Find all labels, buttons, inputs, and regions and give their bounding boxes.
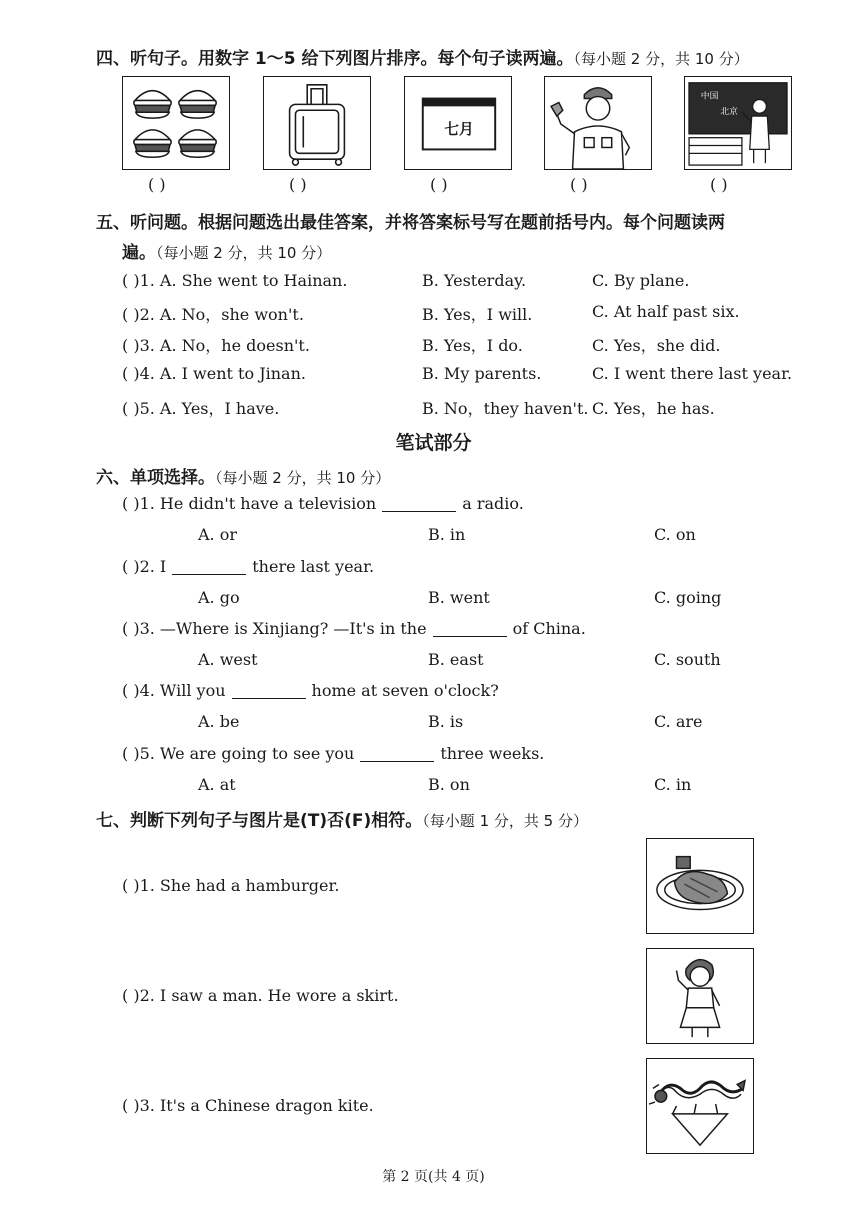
dragon-kite-icon bbox=[647, 1059, 753, 1153]
steak-icon bbox=[647, 839, 753, 933]
section4-score-note: （每小题 2 分，共 10 分） bbox=[573, 50, 749, 68]
section6-title: 六、单项选择。（每小题 2 分，共 10 分） bbox=[96, 468, 391, 488]
s6-q3-option-a: A. west bbox=[198, 650, 258, 669]
s6-q1-option-c: C. on bbox=[654, 525, 696, 544]
s5-q3-option-b: B. Yes，I do. bbox=[422, 336, 523, 355]
answer-paren[interactable]: ( ) bbox=[122, 494, 140, 513]
s6-q2-option-c: C. going bbox=[654, 588, 722, 607]
s5-q4-option-c: C. I went there last year. bbox=[592, 364, 793, 383]
hamburger-icon bbox=[123, 77, 229, 169]
mechanic-picture bbox=[544, 76, 652, 170]
answer-paren[interactable]: ( ) bbox=[122, 681, 140, 700]
s6-q1-option-b: B. in bbox=[428, 525, 466, 544]
fill-blank[interactable] bbox=[382, 497, 456, 512]
calendar-picture bbox=[404, 76, 512, 170]
suitcase-picture bbox=[263, 76, 371, 170]
section5-title-cont: 遍。（每小题 2 分，共 10 分） bbox=[122, 243, 332, 263]
s5-q4: ( )4. A. I went to Jinan. bbox=[122, 364, 306, 383]
s5-q5-option-c: C. Yes，he has. bbox=[592, 399, 715, 418]
s5-q5: ( )5. A. Yes，I have. bbox=[122, 399, 280, 418]
s5-q3-option-c: C. Yes，she did. bbox=[592, 336, 721, 355]
section7-title: 七、判断下列句子与图片是(T)否(F)相符。（每小题 1 分，共 5 分） bbox=[96, 811, 588, 831]
calendar-icon bbox=[405, 77, 511, 169]
s5-q2-option-c: C. At half past six. bbox=[592, 302, 740, 321]
s5-q5-option-b: B. No，they haven't. bbox=[422, 399, 589, 418]
calendar-month-label: 七月 bbox=[444, 120, 474, 138]
s5-q2-option-b: B. Yes，I will. bbox=[422, 305, 533, 324]
picture5-paren[interactable]: ( ) bbox=[710, 175, 728, 194]
section4-title: 四、听句子。用数字 1～5 给下列图片排序。每个句子读两遍。（每小题 2 分，共 10 分） bbox=[96, 49, 749, 69]
s6-q4: ( )4. Will you home at seven o'clock? bbox=[122, 681, 499, 700]
s6-q2-option-b: B. went bbox=[428, 588, 490, 607]
s6-q4-option-c: C. are bbox=[654, 712, 703, 731]
fill-blank[interactable] bbox=[232, 684, 306, 699]
s6-q1: ( )1. He didn't have a television a radio. bbox=[122, 494, 524, 513]
s5-q4-option-b: B. My parents. bbox=[422, 364, 542, 383]
board-text-china: 中国 bbox=[700, 91, 719, 102]
s6-q3: ( )3. —Where is Xinjiang? —It's in the of China. bbox=[122, 619, 586, 638]
steak-picture bbox=[646, 838, 754, 934]
s6-q4-option-b: B. is bbox=[428, 712, 464, 731]
suitcase-icon bbox=[264, 77, 370, 169]
answer-paren[interactable]: ( ) bbox=[122, 557, 140, 576]
s5-q2: ( )2. A. No，she won't. bbox=[122, 305, 304, 324]
hamburgers-picture bbox=[122, 76, 230, 170]
mechanic-icon bbox=[545, 77, 651, 169]
written-part-title: 笔试部分 bbox=[395, 432, 472, 454]
section7-score-note: （每小题 1 分，共 5 分） bbox=[422, 812, 588, 830]
girl-picture bbox=[646, 948, 754, 1044]
fill-blank[interactable] bbox=[433, 622, 507, 637]
s5-q1-option-b: B. Yesterday. bbox=[422, 271, 527, 290]
board-text-beijing: 北京 bbox=[720, 107, 738, 118]
section5-title: 五、听问题。根据问题选出最佳答案，并将答案标号写在题前括号内。每个问题读两 bbox=[96, 213, 725, 233]
blackboard-icon bbox=[685, 77, 791, 169]
s7-q3: ( )3. It's a Chinese dragon kite. bbox=[122, 1096, 374, 1115]
section5-score-note: （每小题 2 分，共 10 分） bbox=[156, 244, 332, 262]
s6-q3-option-c: C. south bbox=[654, 650, 721, 669]
s5-q1-option-c: C. By plane. bbox=[592, 271, 690, 290]
picture4-paren[interactable]: ( ) bbox=[570, 175, 588, 194]
s7-q2: ( )2. I saw a man. He wore a skirt. bbox=[122, 986, 399, 1005]
answer-paren[interactable]: ( ) bbox=[122, 744, 140, 763]
classroom-picture bbox=[684, 76, 792, 170]
s6-q1-option-a: A. or bbox=[198, 525, 238, 544]
s6-q5-option-c: C. in bbox=[654, 775, 692, 794]
picture3-paren[interactable]: ( ) bbox=[430, 175, 448, 194]
s6-q3-option-b: B. east bbox=[428, 650, 484, 669]
s6-q5-option-a: A. at bbox=[198, 775, 236, 794]
s6-q4-option-a: A. be bbox=[198, 712, 240, 731]
girl-icon bbox=[647, 949, 753, 1043]
s5-q1: ( )1. A. She went to Hainan. bbox=[122, 271, 348, 290]
picture1-paren[interactable]: ( ) bbox=[148, 175, 166, 194]
fill-blank[interactable] bbox=[172, 560, 246, 575]
s6-q2: ( )2. I there last year. bbox=[122, 557, 375, 576]
dragon-kite-picture bbox=[646, 1058, 754, 1154]
s6-q5-option-b: B. on bbox=[428, 775, 470, 794]
answer-paren[interactable]: ( ) bbox=[122, 619, 140, 638]
s5-q3: ( )3. A. No，he doesn't. bbox=[122, 336, 310, 355]
fill-blank[interactable] bbox=[360, 747, 434, 762]
s6-q2-option-a: A. go bbox=[198, 588, 240, 607]
s7-q1: ( )1. She had a hamburger. bbox=[122, 876, 340, 895]
page-footer: 第 2 页(共 4 页) bbox=[382, 1169, 485, 1185]
picture2-paren[interactable]: ( ) bbox=[289, 175, 307, 194]
s6-q5: ( )5. We are going to see you three weeks. bbox=[122, 744, 545, 763]
section6-score-note: （每小题 2 分，共 10 分） bbox=[215, 469, 391, 487]
